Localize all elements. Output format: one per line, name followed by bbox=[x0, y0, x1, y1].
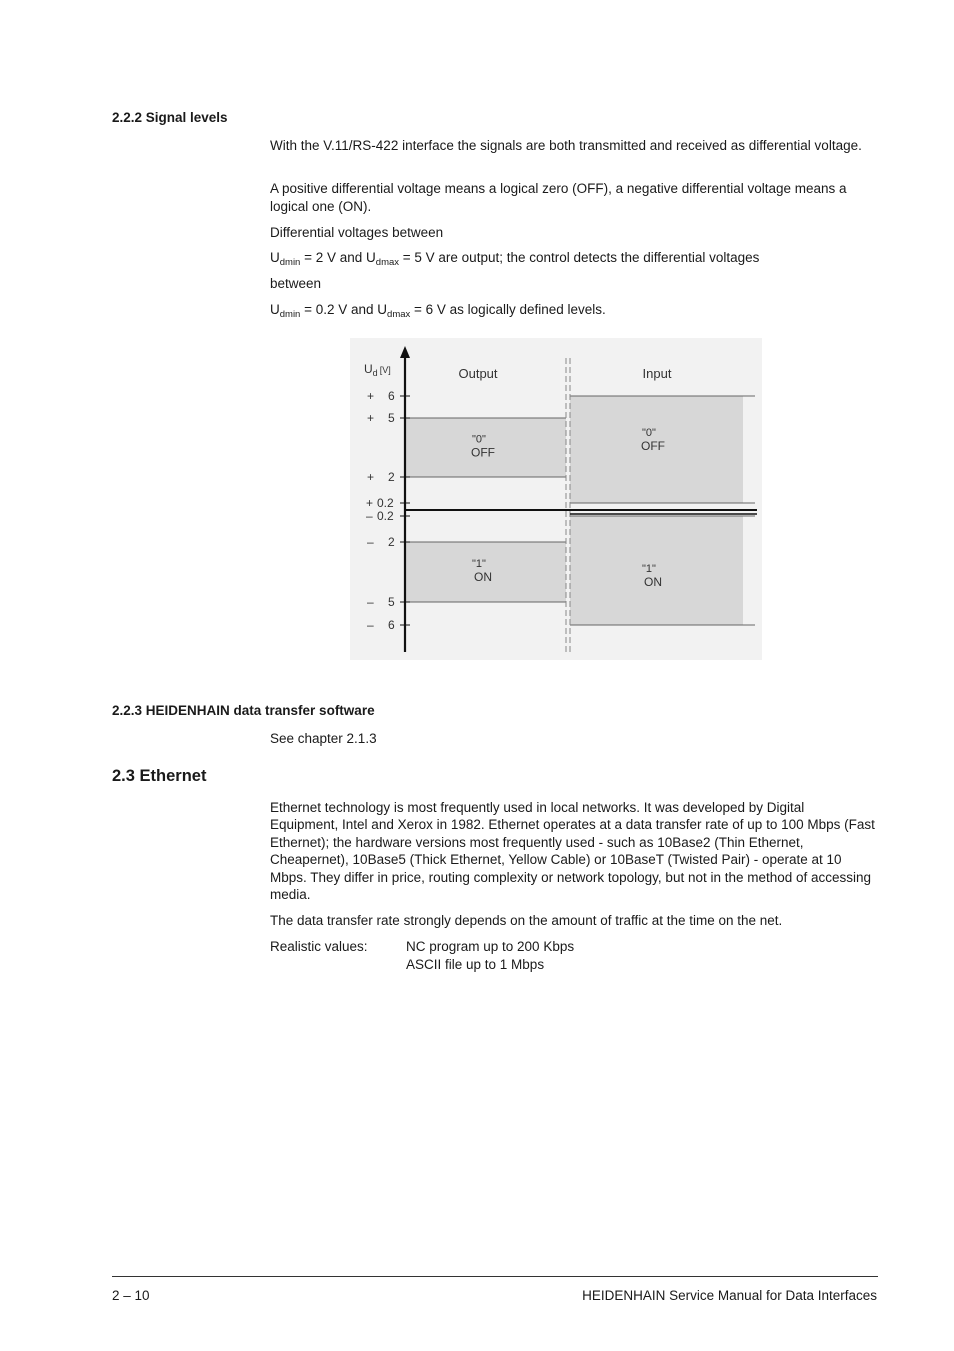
realistic-value-ascii-file: ASCII file up to 1 Mbps bbox=[406, 957, 545, 972]
axis-label: $U_d$ [V] bbox=[364, 362, 391, 378]
paragraph-ethernet-technology: Ethernet technology is most frequently used in local networks. It was developed by Digital Equipment, Intel and Xerox in 1982. Ethernet operates at a data transfer rate of up to 100 Mbps (Fast Ethernet); the hardware versions most frequently used - such as 10Base2 (Thin Ethernet, Cheapernet), 10Base5 (Thick Ethernet, Yellow Cable) or 10BaseT (Twisted Pair) - operate at 10 Mbps. They differ in price, routing complexity or network topology, but not in the method of accessing media. bbox=[270, 800, 875, 903]
tick-sign: – bbox=[367, 595, 374, 609]
paragraph-between: between bbox=[270, 276, 322, 291]
paragraph-v11-interface: With the V.11/RS-422 interface the signals are both transmitted and received as differential voltage. bbox=[270, 138, 862, 153]
tick-sign: – bbox=[367, 535, 374, 549]
paragraph-differential-between: Differential voltages between bbox=[270, 225, 444, 240]
paragraph-detected-voltages: $U_{dmin} = 0.2$ V and $U_{dmax} = 6$ V as logically defined levels. bbox=[270, 302, 606, 320]
tick-sign: + bbox=[367, 411, 375, 425]
input-label: Input bbox=[642, 366, 672, 381]
output-off-state-label: OFF bbox=[471, 445, 495, 460]
signal-level-diagram-svg bbox=[350, 338, 762, 660]
output-on-state-label: ON bbox=[474, 570, 492, 584]
input-on-band bbox=[570, 516, 743, 625]
tick-sign: + bbox=[367, 389, 375, 403]
tick-label: 6 bbox=[388, 389, 395, 403]
realistic-values-block bbox=[270, 938, 876, 974]
tick-label: 0.2 bbox=[377, 509, 394, 523]
footer-title: HEIDENHAIN Service Manual for Data Interfaces bbox=[582, 1288, 877, 1303]
input-off-state-label: OFF bbox=[641, 439, 665, 453]
tick-sign: – bbox=[367, 618, 374, 632]
tick-label: 2 bbox=[388, 470, 395, 484]
input-on-state-label: ON bbox=[644, 575, 662, 589]
realistic-values-label: Realistic values: bbox=[270, 939, 368, 954]
section-heading-ethernet: 2.3 Ethernet bbox=[112, 767, 207, 785]
tick-sign: – bbox=[366, 509, 373, 523]
section-heading-signal-levels: 2.2.2 Signal levels bbox=[112, 110, 228, 125]
section-heading-transfer-software: 2.2.3 HEIDENHAIN data transfer software bbox=[112, 703, 375, 718]
tick-label: 6 bbox=[388, 618, 395, 632]
footer-rule bbox=[112, 1276, 878, 1277]
footer-page-number: 2 – 10 bbox=[112, 1288, 150, 1303]
paragraph-see-chapter: See chapter 2.1.3 bbox=[270, 731, 377, 746]
input-off-state-value: "0" bbox=[642, 427, 656, 439]
tick-label: 5 bbox=[388, 595, 395, 609]
output-label: Output bbox=[458, 366, 498, 381]
realistic-values-list bbox=[406, 938, 574, 974]
paragraph-transfer-rate: The data transfer rate strongly depends on the amount of traffic at the time on the net. bbox=[270, 913, 783, 928]
realistic-value-nc-program: NC program up to 200 Kbps bbox=[406, 939, 575, 954]
signal-level-diagram bbox=[350, 338, 762, 660]
output-on-state-value: "1" bbox=[472, 558, 486, 570]
tick-label: 0.2 bbox=[377, 496, 394, 510]
tick-sign: + bbox=[367, 470, 375, 484]
tick-label: 2 bbox=[388, 535, 395, 549]
tick-label: 5 bbox=[388, 411, 395, 425]
paragraph-differential-meaning: A positive differential voltage means a logical zero (OFF), a negative differential voltage means a logical one (ON). bbox=[270, 181, 847, 214]
tick-sign: + bbox=[366, 496, 374, 510]
input-on-state-value: "1" bbox=[642, 563, 656, 575]
paragraph-output-voltages: $U_{dmin} = 2$ V and $U_{dmax} = 5$ V are output; the control detects the differential voltages bbox=[270, 250, 760, 268]
output-off-state-value: "0" bbox=[472, 433, 486, 446]
